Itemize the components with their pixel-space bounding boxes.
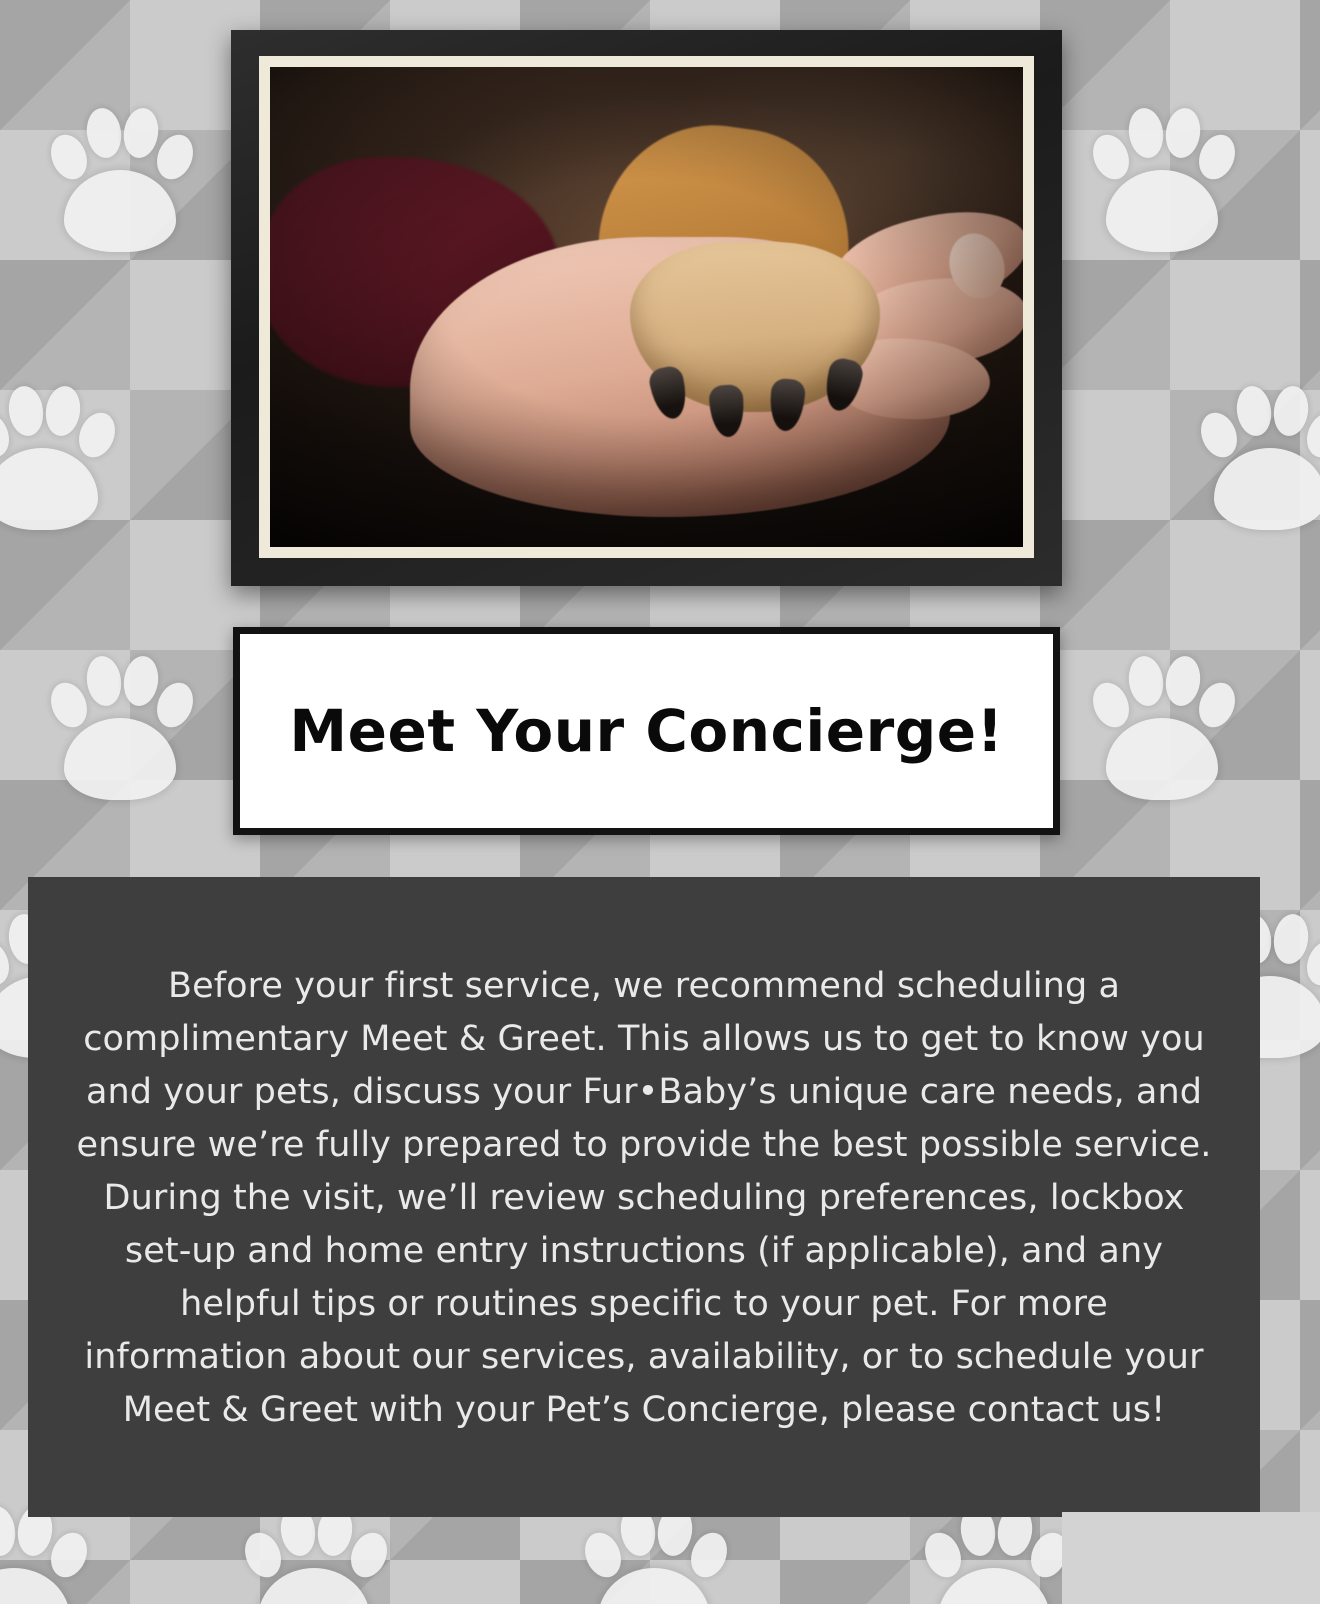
- photo-mat: [259, 56, 1034, 558]
- paw-print-icon: [1088, 648, 1238, 803]
- page-title: Meet Your Concierge!: [289, 697, 1004, 765]
- framed-photo: [231, 30, 1062, 586]
- paw-print-icon: [46, 100, 196, 255]
- title-banner: [233, 627, 1060, 835]
- body-paragraph: Before your first service, we recommend scheduling a complimentary Meet & Greet. This allows us to get to know you and your pets, discuss your Fur•Baby’s unique care needs, and ensure we’re fully prepared to provide the best possible service. During the visit, we’ll review scheduling preferences, lockbox set-up and home entry instructions (if applicable), and any helpful tips or routines specific to your pet. For more information about our services, availability, or to schedule your Meet & Greet with your Pet’s Concierge, please contact us!: [76, 966, 1212, 1430]
- paw-print-icon: [1088, 100, 1238, 255]
- paw-print-icon: [0, 378, 118, 533]
- paw-print-icon: [46, 648, 196, 803]
- paw-print-icon: [1196, 378, 1320, 533]
- dog-paw-in-hand-image: [270, 67, 1023, 547]
- body-copy-panel: [28, 877, 1260, 1517]
- photo-image: [270, 67, 1023, 547]
- photo-vignette: [270, 67, 1023, 547]
- bottom-right-block: [1062, 1512, 1320, 1604]
